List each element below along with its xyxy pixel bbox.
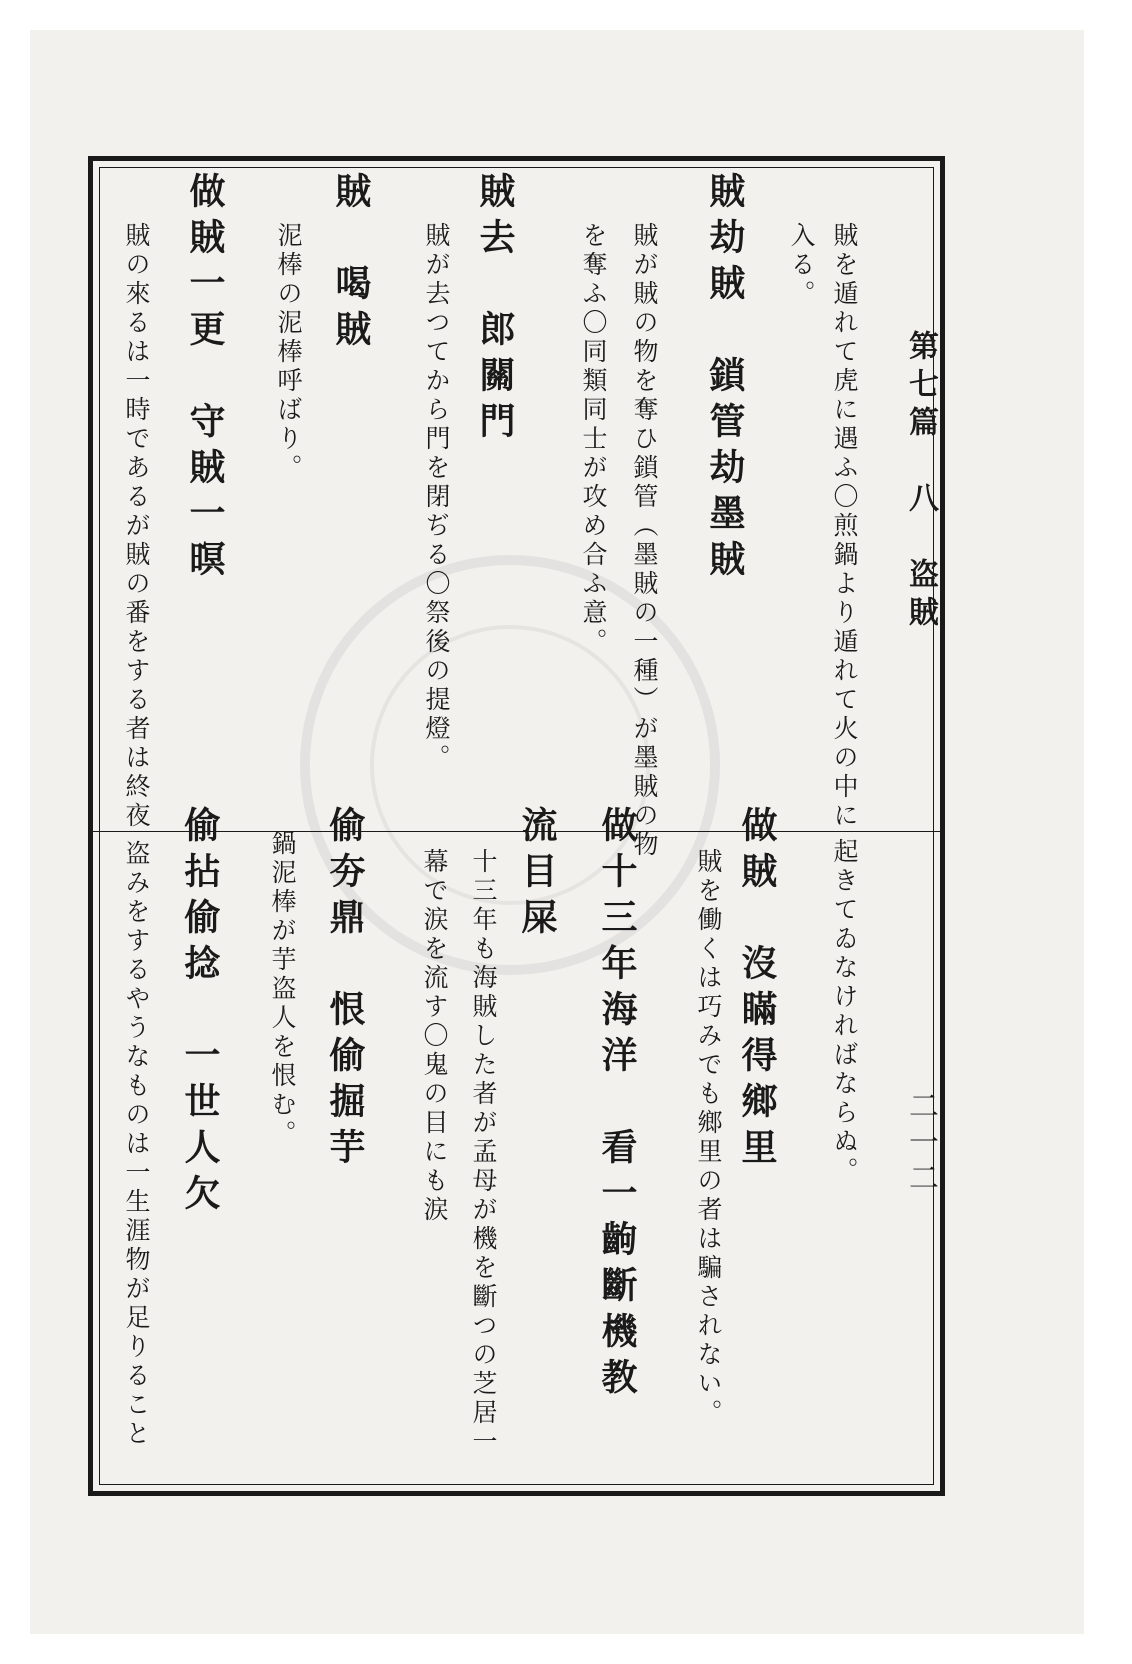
lower-proverb-2: 做十三年海洋 看一齣斷機教	[596, 806, 638, 1404]
lower-line-1: 起きてゐなければならぬ。	[830, 838, 859, 1186]
upper-line-2: 入る。	[787, 222, 816, 309]
lower-line-6: 盗みをするやうなものは一生涯物が足りること	[122, 840, 151, 1449]
lower-line-2: 賊を働くは巧みでも鄉里の者は騙されない。	[694, 848, 723, 1428]
upper-line-4: を奪ふ〇同類同士が攻め合ふ意。	[579, 222, 608, 657]
page-number: 二一二	[903, 1090, 938, 1198]
upper-line-1: 賊を遁れて虎に遇ふ〇煎鍋より遁れて火の中に	[830, 222, 859, 831]
lower-line-3: 十三年も海賊した者が孟母が機を斷つの芝居一	[469, 848, 498, 1457]
upper-line-5: 賊が去つてから門を閉ぢる〇祭後の提燈。	[422, 222, 451, 773]
upper-proverb-4: 做賊一更 守賊一暝	[184, 172, 226, 586]
upper-proverb-2: 賊去 郎關門	[474, 172, 516, 448]
upper-line-7: 賊の來るは一時であるが賊の番をする者は終夜	[122, 222, 151, 831]
upper-line-3: 賊が賊の物を奪ひ鎖管（墨賊の一種）が墨賊の物	[630, 222, 659, 860]
lower-line-4: 幕で涙を流す〇鬼の目にも涙	[420, 848, 449, 1225]
lower-line-5: 鍋泥棒が芋盗人を恨む。	[268, 830, 297, 1149]
lower-proverb-1: 做賊 沒瞞得鄉里	[736, 806, 778, 1174]
lower-proverb-4: 偷拈偷捻 一世人欠	[179, 806, 221, 1220]
lower-proverb-2-cont: 流目屎	[516, 806, 558, 944]
running-head: 第七篇 八 盗賊	[903, 330, 938, 634]
upper-proverb-1: 賊劫賊 鎖管劫墨賊	[704, 172, 746, 586]
lower-proverb-3: 偷夯鼎 恨偷掘芋	[324, 806, 366, 1174]
upper-line-6: 泥棒の泥棒呼ばり。	[274, 222, 303, 483]
upper-proverb-3: 賊 喝賊	[330, 172, 372, 356]
